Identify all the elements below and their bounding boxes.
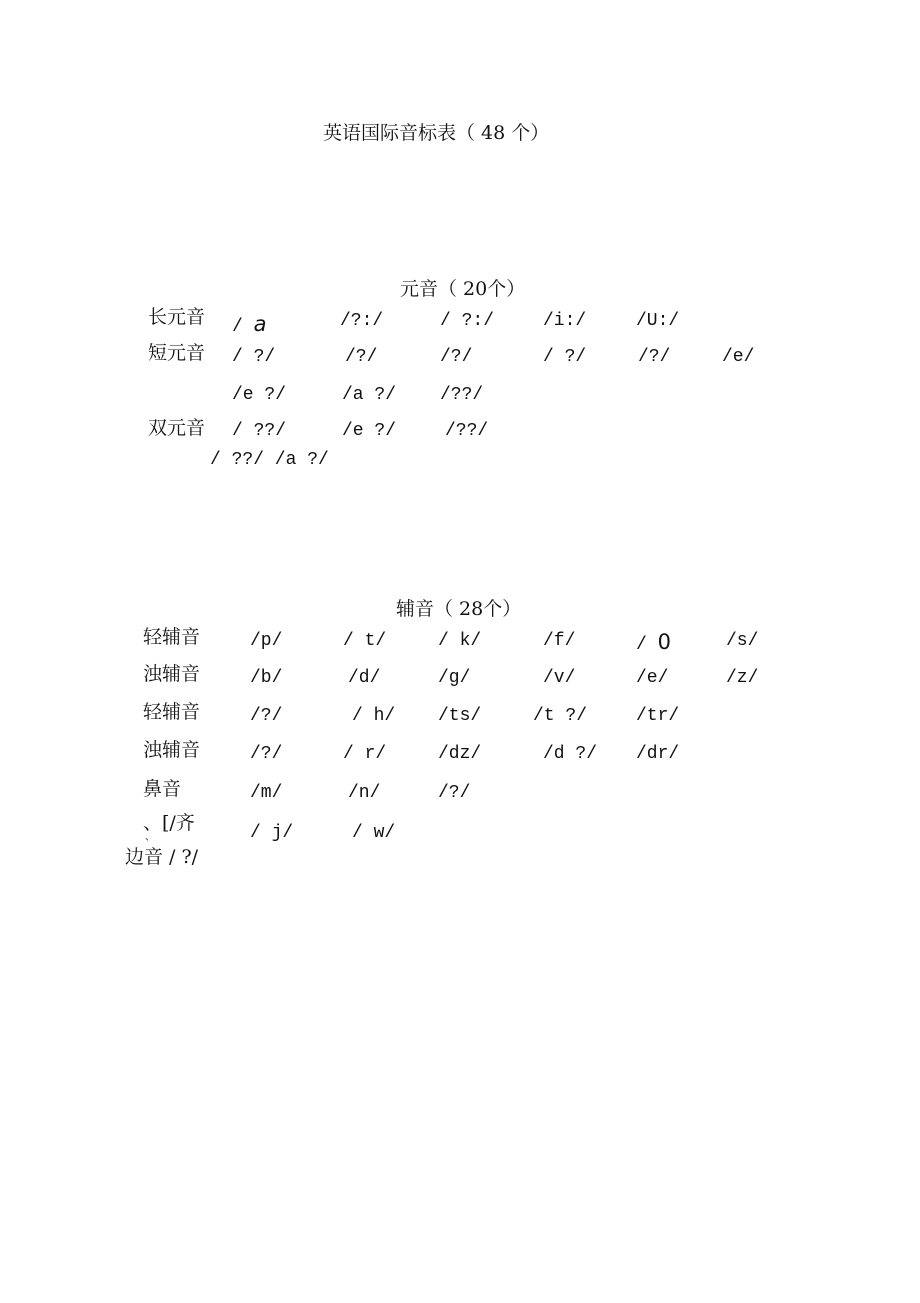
consonant-2-3: /g/ bbox=[438, 668, 471, 688]
diphthong-3: /??/ bbox=[445, 421, 489, 441]
consonant-1-3: / k/ bbox=[438, 631, 482, 651]
long-vowel-1: / a bbox=[232, 312, 267, 337]
consonant-4-3: /dz/ bbox=[438, 744, 482, 764]
consonant-2-1: /b/ bbox=[250, 668, 283, 688]
consonant-2-6: /z/ bbox=[726, 668, 759, 688]
consonant-1-4: /f/ bbox=[543, 631, 576, 651]
consonants-heading: 辅音（ 28个） bbox=[396, 598, 522, 620]
short-vowel-4: / ?/ bbox=[543, 347, 587, 367]
consonant-1-1: /p/ bbox=[250, 631, 283, 651]
page-title: 英语国际音标表（ 48 个） bbox=[323, 122, 550, 144]
diphthong-1: / ??/ bbox=[232, 421, 287, 441]
short-vowel-8: /a ?/ bbox=[342, 385, 397, 405]
short-vowel-7: /e ?/ bbox=[232, 385, 287, 405]
consonant-5-1: /m/ bbox=[250, 783, 283, 803]
diphthong-continued: / ??/ /a ?/ bbox=[210, 450, 329, 470]
short-vowel-3: /?/ bbox=[440, 347, 473, 367]
consonant-row1-label: 轻辅音 bbox=[143, 626, 201, 648]
consonant-2-2: /d/ bbox=[348, 668, 381, 688]
consonant-row4-label: 浊辅音 bbox=[143, 739, 201, 761]
consonant-row7-label: 边音 / ?/ bbox=[125, 846, 199, 868]
consonant-5-2: /n/ bbox=[348, 783, 381, 803]
consonant-2-5: /e/ bbox=[636, 668, 669, 688]
consonant-row5-label: 鼻音 bbox=[143, 778, 182, 800]
consonant-3-3: /ts/ bbox=[438, 706, 482, 726]
consonant-3-5: /tr/ bbox=[636, 706, 680, 726]
consonant-row6-mark: 、 bbox=[145, 832, 155, 843]
diphthongs-label: 双元音 bbox=[148, 417, 206, 439]
consonant-1-6: /s/ bbox=[726, 631, 759, 651]
long-vowels-label: 长元音 bbox=[148, 306, 206, 328]
consonant-1-5: / 0 bbox=[636, 630, 671, 655]
consonant-6-2: / w/ bbox=[352, 823, 396, 843]
short-vowel-5: /?/ bbox=[638, 347, 671, 367]
consonant-3-1: /?/ bbox=[250, 706, 283, 726]
consonant-5-3: /?/ bbox=[438, 783, 471, 803]
consonant-3-4: /t ?/ bbox=[533, 706, 588, 726]
consonant-4-2: / r/ bbox=[343, 744, 387, 764]
short-vowels-label: 短元音 bbox=[148, 342, 206, 364]
consonant-1-2: / t/ bbox=[343, 631, 387, 651]
long-vowel-4: /i:/ bbox=[543, 311, 587, 331]
consonant-row3-label: 轻辅音 bbox=[143, 701, 201, 723]
vowels-heading: 元音（ 20个） bbox=[400, 278, 526, 300]
consonant-3-2: / h/ bbox=[352, 706, 396, 726]
long-vowel-3: / ?:/ bbox=[440, 311, 495, 331]
short-vowel-6: /e/ bbox=[722, 347, 755, 367]
long-vowel-5: /U:/ bbox=[636, 311, 680, 331]
long-vowel-2: /?:/ bbox=[340, 311, 384, 331]
consonant-row6-label: 、[/齐 bbox=[143, 812, 195, 834]
diphthong-2: /e ?/ bbox=[342, 421, 397, 441]
consonant-6-1: / j/ bbox=[250, 823, 294, 843]
short-vowel-2: /?/ bbox=[345, 347, 378, 367]
consonant-4-4: /d ?/ bbox=[543, 744, 598, 764]
short-vowel-9: /??/ bbox=[440, 385, 484, 405]
short-vowel-1: / ?/ bbox=[232, 347, 276, 367]
consonant-row2-label: 浊辅音 bbox=[143, 663, 201, 685]
consonant-4-5: /dr/ bbox=[636, 744, 680, 764]
consonant-4-1: /?/ bbox=[250, 744, 283, 764]
consonant-2-4: /v/ bbox=[543, 668, 576, 688]
